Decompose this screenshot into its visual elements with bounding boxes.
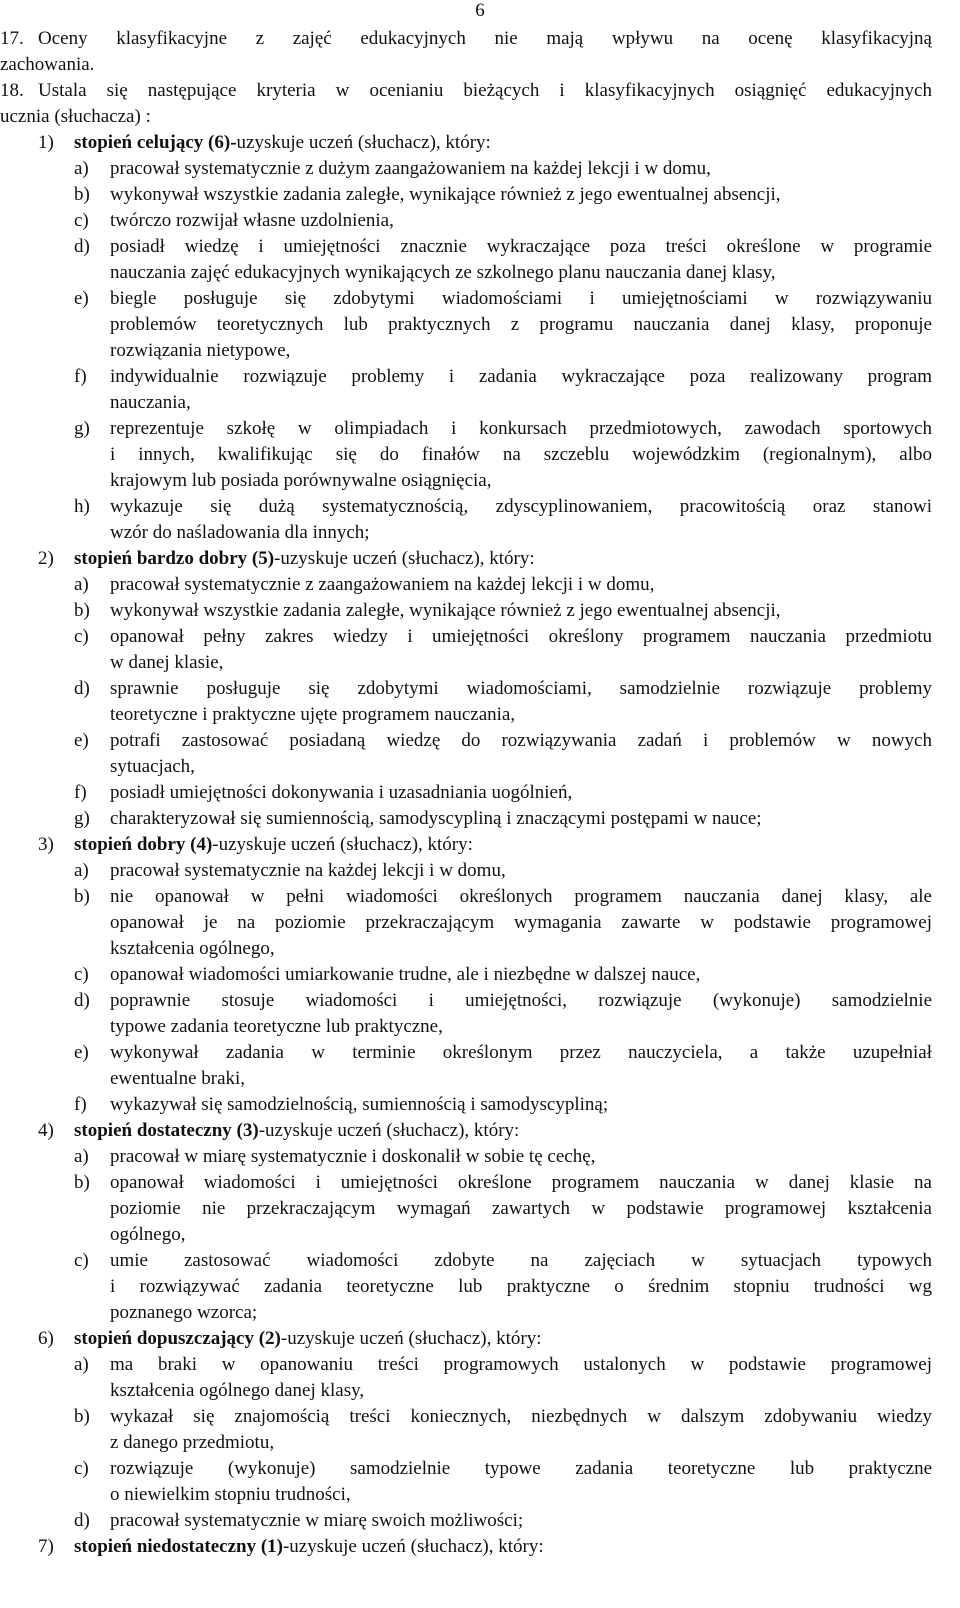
criterion-line: pracował systematycznie w miarę swoich możliwości; xyxy=(110,1510,524,1531)
grade-number: 3) xyxy=(38,834,54,855)
grade-heading xyxy=(74,1534,544,1560)
criterion-marker: f) xyxy=(74,1094,87,1115)
criterion-line: krajowym lub posiada porównywalne osiągnięcia, xyxy=(110,470,492,491)
criterion-line: kształcenia ogólnego, xyxy=(110,938,275,959)
criterion-marker: b) xyxy=(74,184,90,205)
criterion-line: rozwiązuje (wykonuje) samodzielnie typowe zadania teoretyczne lub praktyczne xyxy=(110,1458,932,1479)
criterion-line: indywidualnie rozwiązuje problemy i zadania wykraczające poza realizowany program xyxy=(110,366,932,387)
grade-name: stopień dostateczny (3) xyxy=(74,1120,259,1141)
grade-description: -uzyskuje uczeń (słuchacz), który: xyxy=(280,1328,542,1349)
criterion-line: nauczania, xyxy=(110,392,191,413)
criterion-marker: c) xyxy=(74,964,89,985)
criterion-line: pracował w miarę systematycznie i doskonalił w sobie tę cechę, xyxy=(110,1146,596,1167)
criterion-marker: a) xyxy=(74,1354,89,1375)
criterion-marker: d) xyxy=(74,236,90,257)
paragraph-line: Ustala się następujące kryteria w ocenianiu bieżących i klasyfikacyjnych osiągnięć edukacyjnych xyxy=(38,80,932,101)
grade-heading xyxy=(74,1326,542,1352)
grade-name: stopień dopuszczający (2) xyxy=(74,1328,281,1349)
criterion-line: poziomie nie przekraczającym wymagań zawartych w podstawie programowej kształcenia xyxy=(110,1198,932,1219)
criterion-line: nauczania zajęć edukacyjnych wynikających ze szkolnego planu nauczania danej klasy, xyxy=(110,262,776,283)
paragraph-number: 17. xyxy=(0,28,24,49)
criterion-line: wykazywał się samodzielnością, sumiennością i samodyscypliną; xyxy=(110,1094,609,1115)
criterion-marker: a) xyxy=(74,158,89,179)
criterion-marker: f) xyxy=(74,366,87,387)
grade-heading xyxy=(74,1118,519,1144)
criterion-line: ogólnego, xyxy=(110,1224,186,1245)
criterion-marker: h) xyxy=(74,496,90,517)
grade-name: stopień niedostateczny (1) xyxy=(74,1536,283,1557)
grade-description: -uzyskuje uczeń (słuchacz), który: xyxy=(258,1120,520,1141)
criterion-marker: b) xyxy=(74,1406,90,1427)
criterion-line: wykonywał wszystkie zadania zaległe, wynikające również z jego ewentualnej absencji, xyxy=(110,184,781,205)
criterion-line: reprezentuje szkołę w olimpiadach i konkursach przedmiotowych, zawodach sportowych xyxy=(110,418,932,439)
grade-number: 6) xyxy=(38,1328,54,1349)
grade-description: -uzyskuje uczeń (słuchacz), który: xyxy=(282,1536,544,1557)
criterion-marker: e) xyxy=(74,288,89,309)
grade-heading xyxy=(74,546,535,572)
criterion-line: sprawnie posługuje się zdobytymi wiadomościami, samodzielnie rozwiązuje problemy xyxy=(110,678,932,699)
grade-number: 1) xyxy=(38,132,54,153)
criterion-line: opanował pełny zakres wiedzy i umiejętności określony programem nauczania przedmiotu xyxy=(110,626,932,647)
criterion-line: opanował wiadomości i umiejętności określone programem nauczania w danej klasie na xyxy=(110,1172,932,1193)
criterion-line: kształcenia ogólnego danej klasy, xyxy=(110,1380,365,1401)
criterion-line: typowe zadania teoretyczne lub praktyczne, xyxy=(110,1016,443,1037)
criterion-line: ewentualne braki, xyxy=(110,1068,246,1089)
criterion-line: twórczo rozwijał własne uzdolnienia, xyxy=(110,210,394,231)
criterion-marker: d) xyxy=(74,990,90,1011)
criterion-line: wykonywał zadania w terminie określonym przez nauczyciela, a także uzupełniał xyxy=(110,1042,932,1063)
criterion-line: umie zastosować wiadomości zdobyte na zajęciach w sytuacjach typowych xyxy=(110,1250,932,1271)
criterion-line: wykazał się znajomością treści koniecznych, niezbędnych w dalszym zdobywaniu wiedzy xyxy=(110,1406,932,1427)
criterion-line: posiadł umiejętności dokonywania i uzasadniania uogólnień, xyxy=(110,782,573,803)
grade-heading xyxy=(74,130,491,156)
grade-heading xyxy=(74,832,473,858)
grade-number: 4) xyxy=(38,1120,54,1141)
criterion-marker: c) xyxy=(74,1458,89,1479)
grade-description: uzyskuje uczeń (słuchacz), który: xyxy=(236,132,491,153)
criterion-line: poprawnie stosuje wiadomości i umiejętności, rozwiązuje (wykonuje) samodzielnie xyxy=(110,990,932,1011)
criterion-line: problemów teoretycznych lub praktycznych z programu nauczania danej klasy, proponuje xyxy=(110,314,932,335)
criterion-line: potrafi zastosować posiadaną wiedzę do rozwiązywania zadań i problemów w nowych xyxy=(110,730,932,751)
page-number: 6 xyxy=(475,0,485,21)
criterion-line: biegle posługuje się zdobytymi wiadomościami i umiejętnościami w rozwiązywaniu xyxy=(110,288,932,309)
criterion-line: w danej klasie, xyxy=(110,652,224,673)
criterion-marker: e) xyxy=(74,1042,89,1063)
criterion-marker: b) xyxy=(74,886,90,907)
paragraph-line: Oceny klasyfikacyjne z zajęć edukacyjnych nie mają wpływu na ocenę klasyfikacyjną xyxy=(38,28,932,49)
grade-name: stopień bardzo dobry (5) xyxy=(74,548,275,569)
criterion-line: i rozwiązywać zadania teoretyczne lub praktyczne o średnim stopniu trudności wg xyxy=(110,1276,932,1297)
criterion-line: z danego przedmiotu, xyxy=(110,1432,275,1453)
criterion-line: rozwiązania nietypowe, xyxy=(110,340,291,361)
criterion-marker: f) xyxy=(74,782,87,803)
paragraph-line: zachowania. xyxy=(0,54,95,75)
criterion-marker: a) xyxy=(74,574,89,595)
criterion-line: posiadł wiedzę i umiejętności znacznie wykraczające poza treści określone w programie xyxy=(110,236,932,257)
criterion-line: ma braki w opanowaniu treści programowych ustalonych w podstawie programowej xyxy=(110,1354,932,1375)
criterion-line: poznanego wzorca; xyxy=(110,1302,258,1323)
criterion-marker: c) xyxy=(74,210,89,231)
criterion-line: pracował systematycznie na każdej lekcji i w domu, xyxy=(110,860,506,881)
criterion-line: pracował systematycznie z dużym zaangażowaniem na każdej lekcji i w domu, xyxy=(110,158,711,179)
grade-description: -uzyskuje uczeń (słuchacz), który: xyxy=(212,834,473,855)
criterion-marker: c) xyxy=(74,1250,89,1271)
criterion-marker: b) xyxy=(74,1172,90,1193)
grade-name: stopień celujący (6)- xyxy=(74,132,237,153)
criterion-marker: g) xyxy=(74,418,90,439)
criterion-marker: e) xyxy=(74,730,89,751)
criterion-marker: c) xyxy=(74,626,89,647)
criterion-line: opanował je na poziomie przekraczającym wymagania zawarte w podstawie programowej xyxy=(110,912,932,933)
grade-description: -uzyskuje uczeń (słuchacz), który: xyxy=(274,548,535,569)
criterion-line: i innych, kwalifikując się do finałów na szczeblu wojewódzkim (regionalnym), albo xyxy=(110,444,932,465)
criterion-line: sytuacjach, xyxy=(110,756,195,777)
criterion-line: teoretyczne i praktyczne ujęte programem nauczania, xyxy=(110,704,516,725)
criterion-marker: d) xyxy=(74,678,90,699)
criterion-line: nie opanował w pełni wiadomości określonych programem nauczania danej klasy, ale xyxy=(110,886,932,907)
criterion-line: pracował systematycznie z zaangażowaniem na każdej lekcji i w domu, xyxy=(110,574,655,595)
paragraph-number: 18. xyxy=(0,80,24,101)
criterion-marker: a) xyxy=(74,1146,89,1167)
criterion-marker: a) xyxy=(74,860,89,881)
grade-name: stopień dobry (4) xyxy=(74,834,213,855)
criterion-marker: b) xyxy=(74,600,90,621)
criterion-line: wzór do naśladowania dla innych; xyxy=(110,522,370,543)
criterion-line: wykazuje się dużą systematycznością, zdyscyplinowaniem, pracowitością oraz stanowi xyxy=(110,496,932,517)
criterion-line: opanował wiadomości umiarkowanie trudne, ale i niezbędne w dalszej nauce, xyxy=(110,964,701,985)
criterion-line: charakteryzował się sumiennością, samodyscypliną i znaczącymi postępami w nauce; xyxy=(110,808,762,829)
criterion-marker: g) xyxy=(74,808,90,829)
paragraph-line: ucznia (słuchacza) : xyxy=(0,106,151,127)
criterion-line: wykonywał wszystkie zadania zaległe, wynikające również z jego ewentualnej absencji, xyxy=(110,600,781,621)
criterion-line: o niewielkim stopniu trudności, xyxy=(110,1484,351,1505)
criterion-marker: d) xyxy=(74,1510,90,1531)
grade-number: 7) xyxy=(38,1536,54,1557)
grade-number: 2) xyxy=(38,548,54,569)
